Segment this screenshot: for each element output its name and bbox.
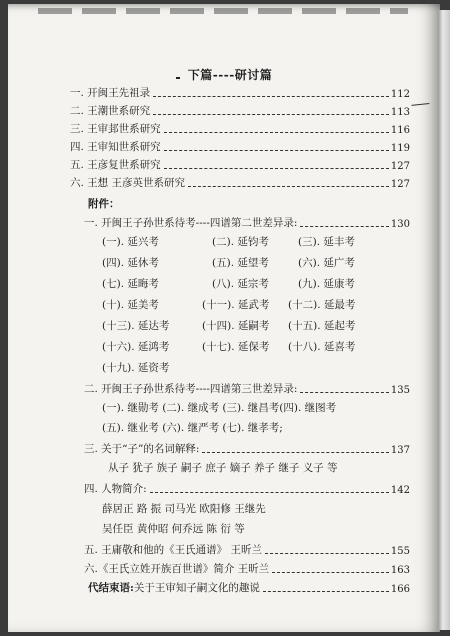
appendix-entry-page: 163 bbox=[390, 565, 410, 576]
gen2-item: (十三). 延达考 bbox=[102, 320, 170, 332]
gen2-item: (十七). 延保考 bbox=[202, 341, 270, 353]
toc-leader bbox=[153, 113, 389, 115]
toc-entry-label: 六. 王想 王彦英世系研究 bbox=[70, 177, 186, 189]
gen2-row bbox=[102, 318, 402, 334]
toc-entry-page: 127 bbox=[390, 161, 410, 172]
gen2-row bbox=[102, 234, 402, 250]
gen2-item: (八). 延宗考 bbox=[212, 278, 269, 290]
heading-mark bbox=[176, 71, 180, 79]
toc-entry-page: 112 bbox=[390, 89, 410, 100]
gen2-item: (十一). 延武考 bbox=[202, 299, 270, 311]
gen2-item: (十五). 延起考 bbox=[288, 320, 356, 332]
gen2-item: (十六). 延鸿考 bbox=[102, 341, 170, 353]
gen2-item: (十二). 延最考 bbox=[288, 299, 356, 311]
toc-entry-label: 二. 王潮世系研究 bbox=[70, 105, 151, 117]
appendix-entry-page: 137 bbox=[390, 445, 410, 456]
toc-entry bbox=[70, 156, 410, 172]
gen2-item: (七). 延晦考 bbox=[102, 278, 159, 290]
gen2-item: (五). 延望考 bbox=[212, 257, 269, 269]
appendix-entry-label: 五. 王庸敬和他的《王氏通谱》 王昕兰 bbox=[84, 544, 263, 556]
book-page bbox=[8, 4, 440, 632]
appendix-entry bbox=[84, 214, 410, 230]
toc-entry bbox=[70, 174, 410, 190]
toc-entry-page: 119 bbox=[390, 143, 410, 154]
gen2-row bbox=[102, 360, 402, 376]
gen2-item: (十九). 延资考 bbox=[102, 362, 170, 374]
gen2-item: (九). 延康考 bbox=[298, 278, 355, 290]
toc-leader bbox=[300, 391, 389, 393]
part-heading-text: 下篇----研讨篇 bbox=[187, 68, 273, 82]
appendix-entry-label: 二. 开闽王子孙世系待考----四谱第三世差异录: bbox=[84, 383, 298, 395]
gen2-item: (六). 延广考 bbox=[298, 257, 355, 269]
closing-label-text: 关于王审知子嗣文化的趣说 bbox=[133, 582, 260, 594]
appendix-entry-page: 166 bbox=[390, 584, 410, 595]
toc-leader bbox=[188, 185, 389, 187]
gen2-row bbox=[102, 255, 402, 271]
toc-leader bbox=[272, 571, 389, 573]
gen2-item: (十四). 延嗣考 bbox=[202, 320, 270, 332]
gen3-line: (一). 继勋考 (二). 继成考 (三). 继昌考(四). 继图考 bbox=[102, 402, 337, 414]
appendix-title: 附件： bbox=[88, 198, 120, 210]
toc-entry-page: 127 bbox=[390, 179, 410, 190]
closing-label-bold: 代结束语: bbox=[88, 582, 134, 594]
closing-label bbox=[88, 580, 260, 595]
appendix-entry bbox=[84, 440, 410, 456]
appendix-entry bbox=[88, 579, 410, 595]
toc-leader bbox=[153, 95, 389, 97]
gen2-row bbox=[102, 297, 402, 313]
part-heading bbox=[8, 66, 440, 83]
gen2-item: (十八). 延喜考 bbox=[288, 341, 356, 353]
pen-mark bbox=[411, 95, 430, 106]
gen3-line: (五). 继业考 (六). 继严考 (七). 继孝考; bbox=[102, 422, 283, 434]
toc-entry-page: 116 bbox=[390, 125, 410, 136]
toc-entry bbox=[70, 120, 410, 136]
appendix-entry-page: 135 bbox=[390, 385, 410, 396]
gen2-row bbox=[102, 339, 402, 355]
gen2-item: (三). 延丰考 bbox=[298, 236, 355, 248]
toc-entry bbox=[70, 102, 410, 118]
toc-leader bbox=[164, 131, 389, 133]
appendix-entry-label: 六.《王氏立姓开族百世谱》简介 王昕兰 bbox=[84, 563, 270, 575]
appendix-entry bbox=[84, 541, 410, 557]
zi-terms-line: 从子 犹子 族子 嗣子 庶子 嫡子 养子 继子 义子 等 bbox=[108, 462, 338, 474]
toc-leader bbox=[164, 149, 389, 151]
appendix-entry-label: 一. 开闽王子孙世系待考----四谱第二世差异录: bbox=[84, 217, 298, 229]
appendix-entry-page: 130 bbox=[390, 219, 410, 230]
people-line: 薛居正 路 振 司马光 欧阳修 王继先 bbox=[102, 503, 266, 515]
toc-leader bbox=[164, 167, 389, 169]
appendix-entry bbox=[84, 560, 410, 576]
appendix-entry bbox=[84, 380, 410, 396]
gen2-item: (二). 延钧考 bbox=[212, 236, 269, 248]
gen2-item: (四). 延休考 bbox=[102, 257, 159, 269]
appendix-entry-label: 四. 人物简介: bbox=[84, 483, 147, 495]
appendix-entry bbox=[84, 480, 410, 496]
toc-entry-label: 一. 开闽王先祖录 bbox=[70, 87, 151, 99]
appendix-entry-page: 142 bbox=[390, 485, 410, 496]
toc-leader bbox=[265, 552, 389, 554]
appendix-entry-label: 三. 关于“子”的名词解释: bbox=[84, 443, 200, 455]
toc-entry bbox=[70, 84, 410, 100]
toc-leader bbox=[202, 451, 388, 453]
people-line: 吴任臣 黄仲昭 何乔远 陈 衍 等 bbox=[102, 523, 245, 535]
toc-entry-label: 四. 王审知世系研究 bbox=[70, 141, 161, 153]
toc-entry-label: 三. 王审邽世系研究 bbox=[70, 123, 161, 135]
toc-leader bbox=[150, 491, 389, 493]
toc-leader bbox=[300, 225, 389, 227]
gen2-row bbox=[102, 276, 402, 292]
toc-entry bbox=[70, 138, 410, 154]
gen2-item: (一). 延兴考 bbox=[102, 236, 159, 248]
page-edge bbox=[438, 10, 450, 630]
page-top-shadow bbox=[38, 8, 408, 14]
toc-entry-page: 113 bbox=[390, 107, 410, 118]
gen2-item: (十). 延美考 bbox=[102, 299, 159, 311]
appendix-entry-page: 155 bbox=[390, 546, 410, 557]
toc-leader bbox=[263, 590, 389, 592]
toc-entry-label: 五. 王彦复世系研究 bbox=[70, 159, 161, 171]
